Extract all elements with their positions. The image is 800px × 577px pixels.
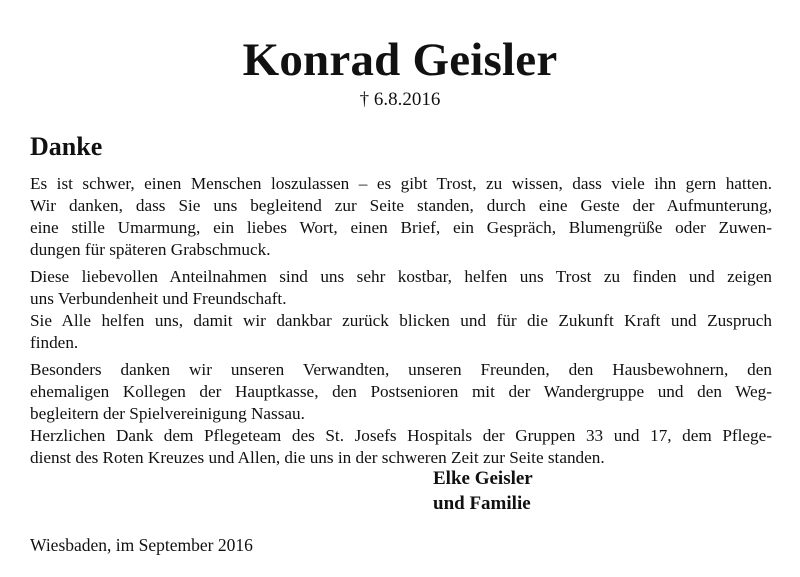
text-line: Herzlichen Dank dem Pflegeteam des St. Josefs Hospitals der Gruppen 33 und 17, dem Pflege- (30, 426, 772, 445)
paragraph-2 (30, 266, 772, 354)
text-line: Es ist schwer, einen Menschen loszulassen – es gibt Trost, zu wissen, dass viele ihn gern hatten. (30, 174, 772, 193)
thanks-heading: Danke (30, 132, 103, 161)
text-line: dienst des Roten Kreuzes und Allen, die uns in der schweren Zeit zur Seite standen. (30, 448, 605, 467)
text-line: dungen für späteren Grabschmuck. (30, 240, 271, 259)
text-line: Diese liebevollen Anteilnahmen sind uns sehr kostbar, helfen uns Trost zu finden und zeigen (30, 267, 772, 286)
signature-name: Elke Geisler (433, 468, 533, 489)
place-and-date: Wiesbaden, im September 2016 (30, 535, 253, 555)
paragraph-1 (30, 173, 772, 261)
signature (433, 466, 533, 516)
death-date: † 6.8.2016 (359, 89, 441, 110)
text-line: ehemaligen Kollegen der Hauptkasse, den Postsenioren mit der Wandergruppe und den Weg- (30, 382, 772, 401)
text-line: Besonders danken wir unseren Verwandten, unseren Freunden, den Hausbewohnern, den (30, 360, 772, 379)
signature-family: und Familie (433, 493, 531, 514)
paragraph-3 (30, 359, 772, 469)
text-line: Sie Alle helfen uns, damit wir dankbar zurück blicken und für die Zukunft Kraft und Zuspruch (30, 311, 772, 330)
text-line: finden. (30, 333, 79, 352)
text-line: Wir danken, dass Sie uns begleitend zur Seite standen, durch eine Geste der Aufmunterung, (30, 196, 772, 215)
text-line: begleitern der Spielvereinigung Nassau. (30, 404, 305, 423)
deceased-name: Konrad Geisler (242, 34, 558, 86)
text-line: eine stille Umarmung, ein liebes Wort, einen Brief, ein Gespräch, Blumengrüße oder Zuwen- (30, 218, 772, 237)
text-line: uns Verbundenheit und Freundschaft. (30, 289, 287, 308)
thanks-text (30, 173, 772, 474)
